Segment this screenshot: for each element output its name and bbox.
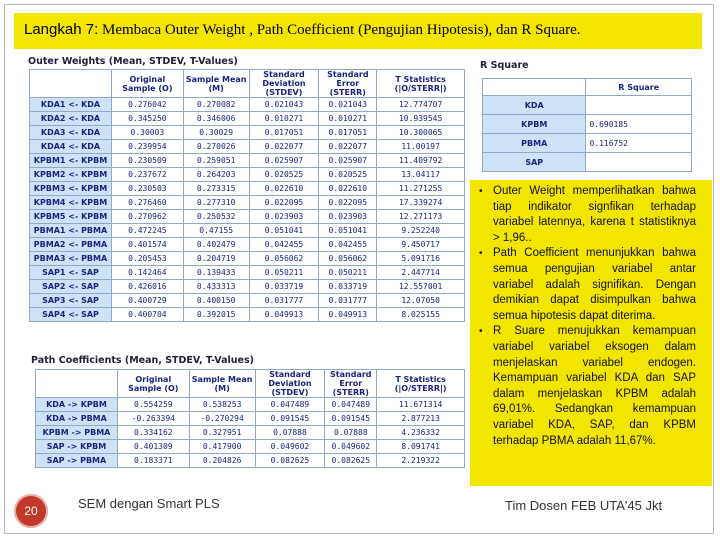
value-cell: 11.00197 [377,140,465,154]
value-cell: 0.020525 [249,168,319,182]
value-cell: 12.557001 [377,280,465,294]
value-cell: 0.433313 [183,280,249,294]
value-cell: 10.300065 [377,126,465,140]
value-cell: 12.271173 [377,210,465,224]
value-cell: 0.259051 [183,154,249,168]
value-cell: 0.042455 [319,238,377,252]
outer-weights-title: Outer Weights (Mean, STDEV, T-Values) [28,56,238,67]
title-step: Langkah 7: [24,21,99,38]
value-cell: 0.056062 [249,252,319,266]
path-coefficients-panel [27,353,467,486]
value-cell: 11.271255 [377,182,465,196]
row-label: KPBM1 <- KPBM [30,154,112,168]
outer-weight-row [30,266,465,280]
value-cell: 0.270082 [183,98,249,112]
value-cell: 0.091545 [325,412,377,426]
value-cell: 0.30003 [111,126,183,140]
outer-weight-row [30,112,465,126]
row-label: SAP -> KPBM [36,440,118,454]
value-cell: 0.022095 [319,196,377,210]
value-cell: 0.022610 [319,182,377,196]
row-label: SAP -> PBMA [36,454,118,468]
bullet-outer-weight: • Outer Weight memperlihatkan bahwa tiap indikator signfikan terhadap variabel latennya, karena t statistiknya > 1,96.. [478,184,696,246]
value-cell: 0.30029 [183,126,249,140]
value-cell [586,153,692,172]
value-cell: 9.252240 [377,224,465,238]
value-cell: 0.554259 [117,398,189,412]
page-number-badge [14,494,48,528]
value-cell: 0.230509 [111,154,183,168]
value-cell: 0.07888 [255,426,325,440]
value-cell: 0.204826 [189,454,255,468]
r-square-corner [483,79,586,96]
value-cell: 0.017051 [319,126,377,140]
value-cell: 12.774707 [377,98,465,112]
row-label: KDA2 <- KDA [30,112,112,126]
row-label: KDA [483,96,586,115]
value-cell: 0.050211 [319,266,377,280]
value-cell: -0.270294 [189,412,255,426]
r-square-row [483,134,692,153]
r-square-row [483,153,692,172]
value-cell: 0.277310 [183,196,249,210]
value-cell: 0.400150 [183,294,249,308]
outer-weight-row [30,308,465,322]
row-label: KDA -> PBMA [36,412,118,426]
path-coefficients-header-0 [36,370,118,398]
value-cell: 0.022610 [249,182,319,196]
value-cell: 0.091545 [255,412,325,426]
value-cell: 0.050211 [249,266,319,280]
path-coefficient-row [36,454,465,468]
value-cell: 0.051041 [319,224,377,238]
value-cell: 11.671314 [377,398,465,412]
value-cell: 0.022095 [249,196,319,210]
value-cell: 0.538253 [189,398,255,412]
value-cell: 0.022077 [319,140,377,154]
outer-weight-row [30,252,465,266]
value-cell: 0.276460 [111,196,183,210]
footer-right-text: Tim Dosen FEB UTA'45 Jkt [505,498,663,513]
value-cell: 0.276042 [111,98,183,112]
value-cell: 0.033719 [249,280,319,294]
outer-weights-header-3: Standard Deviation (STDEV) [249,70,319,98]
outer-weight-row [30,210,465,224]
value-cell: 9.450717 [377,238,465,252]
value-cell: 0.022077 [249,140,319,154]
outer-weight-row [30,154,465,168]
value-cell: 0.049602 [255,440,325,454]
explanation-box [470,180,712,486]
value-cell: 0.042455 [249,238,319,252]
value-cell: 0.025907 [249,154,319,168]
outer-weight-row [30,238,465,252]
outer-weight-row [30,224,465,238]
value-cell: 0.07888 [325,426,377,440]
outer-weight-row [30,196,465,210]
outer-weights-panel [27,54,467,346]
outer-weight-row [30,168,465,182]
value-cell: 0.142464 [111,266,183,280]
path-coefficients-table [35,369,465,468]
slide-title [14,13,702,49]
value-cell: 0.264203 [183,168,249,182]
outer-weight-row [30,280,465,294]
row-label: KDA1 <- KDA [30,98,112,112]
path-coefficient-row [36,412,465,426]
outer-weight-row [30,294,465,308]
r-square-panel [474,54,700,178]
value-cell: 0.47155 [183,224,249,238]
value-cell: 0.082625 [255,454,325,468]
value-cell: 0.327951 [189,426,255,440]
value-cell: 0.082625 [325,454,377,468]
bullet-path-coefficient: • Path Coefficient menunjukkan bahwa semua pengujian variabel antar variabel adalah signifikan. Dengan demikian dapat disimpulkan bahwa semua hipotesis dapat diterima. [478,246,696,324]
outer-weights-header-4: Standard Error (STERR) [319,70,377,98]
outer-weights-header-0 [30,70,112,98]
value-cell: 0.237672 [111,168,183,182]
value-cell: 0.205453 [111,252,183,266]
outer-weights-table [29,69,465,322]
value-cell: 0.230503 [111,182,183,196]
row-label: KPBM3 <- KPBM [30,182,112,196]
value-cell: 0.020525 [319,168,377,182]
row-label: PBMA1 <- PBMA [30,224,112,238]
value-cell: 0.400729 [111,294,183,308]
value-cell: -0.263394 [117,412,189,426]
row-label: KPBM5 <- KPBM [30,210,112,224]
value-cell: 0.392015 [183,308,249,322]
value-cell: 0.049602 [325,440,377,454]
value-cell: 2.447714 [377,266,465,280]
r-square-row [483,96,692,115]
value-cell: 0.023903 [319,210,377,224]
outer-weights-header-5: T Statistics (|O/STERR|) [377,70,465,98]
path-coefficients-header-2: Sample Mean (M) [189,370,255,398]
value-cell: 2.219322 [377,454,465,468]
value-cell: 0.426016 [111,280,183,294]
value-cell: 0.023903 [249,210,319,224]
row-label: KPBM [483,115,586,134]
value-cell: 0.402479 [183,238,249,252]
outer-weights-header-1: Original Sample (O) [111,70,183,98]
value-cell: 0.047489 [255,398,325,412]
value-cell: 0.047489 [325,398,377,412]
title-text: Membaca Outer Weight , Path Coefficient (Pengujian Hipotesis), dan R Square. [98,22,581,38]
path-coefficient-row [36,440,465,454]
value-cell: 0.273315 [183,182,249,196]
value-cell: 0.270026 [183,140,249,154]
value-cell: 0.051041 [249,224,319,238]
value-cell: 0.056062 [319,252,377,266]
value-cell: 0.345250 [111,112,183,126]
value-cell: 0.334162 [117,426,189,440]
value-cell: 12.07050 [377,294,465,308]
value-cell: 0.033719 [319,280,377,294]
row-label: SAP [483,153,586,172]
row-label: KDA3 <- KDA [30,126,112,140]
value-cell: 0.250532 [183,210,249,224]
value-cell: 0.690185 [586,115,692,134]
value-cell: 0.010271 [249,112,319,126]
value-cell: 0.401309 [117,440,189,454]
value-cell: 0.025907 [319,154,377,168]
value-cell: 0.031777 [319,294,377,308]
r-square-row [483,115,692,134]
row-label: PBMA2 <- PBMA [30,238,112,252]
value-cell: 4.236332 [377,426,465,440]
value-cell: 0.116752 [586,134,692,153]
path-coefficients-header-1: Original Sample (O) [117,370,189,398]
value-cell: 0.270962 [111,210,183,224]
value-cell: 0.183371 [117,454,189,468]
value-cell: 5.091716 [377,252,465,266]
value-cell: 0.417900 [189,440,255,454]
row-label: SAP3 <- SAP [30,294,112,308]
bullet-r-square: • R Suare menujukkan kemampuan variabel variabel eksogen dalam menjelaskan variabel endogen. Kemampuan variabel KDA dan SAP dalam menjelaskan KPBM adalah 69,01%. Sedangkan kemampuan variabel KDA, SAP, dan KPBM terhadap PBMA adalah 11,67%. [478,324,696,449]
path-coefficients-header-5: T Statistics (|O/STERR|) [377,370,465,398]
value-cell: 8.091741 [377,440,465,454]
path-coefficients-header-3: Standard Deviation (STDEV) [255,370,325,398]
value-cell [586,96,692,115]
value-cell: 0.010271 [319,112,377,126]
path-coefficient-row [36,426,465,440]
value-cell: 0.239954 [111,140,183,154]
row-label: SAP4 <- SAP [30,308,112,322]
page-number: 20 [24,504,38,518]
outer-weights-header-2: Sample Mean (M) [183,70,249,98]
footer-left-text: SEM dengan Smart PLS [78,496,220,511]
value-cell: 0.049913 [319,308,377,322]
value-cell: 0.346006 [183,112,249,126]
row-label: KPBM -> PBMA [36,426,118,440]
row-label: PBMA3 <- PBMA [30,252,112,266]
value-cell: 0.139433 [183,266,249,280]
value-cell: 8.025155 [377,308,465,322]
path-coefficients-header-4: Standard Error (STERR) [325,370,377,398]
value-cell: 0.031777 [249,294,319,308]
value-cell: 13.04117 [377,168,465,182]
value-cell: 17.339274 [377,196,465,210]
path-coefficient-row [36,398,465,412]
outer-weight-row [30,126,465,140]
path-coefficients-title: Path Coefficients (Mean, STDEV, T-Values) [31,355,254,366]
value-cell: 11.409792 [377,154,465,168]
row-label: KPBM2 <- KPBM [30,168,112,182]
value-cell: 0.021043 [249,98,319,112]
value-cell: 10.939545 [377,112,465,126]
outer-weight-row [30,98,465,112]
value-cell: 0.049913 [249,308,319,322]
r-square-header: R Square [586,79,692,96]
value-cell: 0.021043 [319,98,377,112]
row-label: KPBM4 <- KPBM [30,196,112,210]
outer-weight-row [30,140,465,154]
outer-weight-row [30,182,465,196]
row-label: KDA -> KPBM [36,398,118,412]
value-cell: 0.400704 [111,308,183,322]
value-cell: 0.204719 [183,252,249,266]
row-label: SAP1 <- SAP [30,266,112,280]
value-cell: 0.401574 [111,238,183,252]
value-cell: 0.472245 [111,224,183,238]
r-square-title: R Square [480,60,529,71]
value-cell: 0.017051 [249,126,319,140]
value-cell: 2.877213 [377,412,465,426]
row-label: PBMA [483,134,586,153]
row-label: KDA4 <- KDA [30,140,112,154]
r-square-table [482,78,692,172]
row-label: SAP2 <- SAP [30,280,112,294]
